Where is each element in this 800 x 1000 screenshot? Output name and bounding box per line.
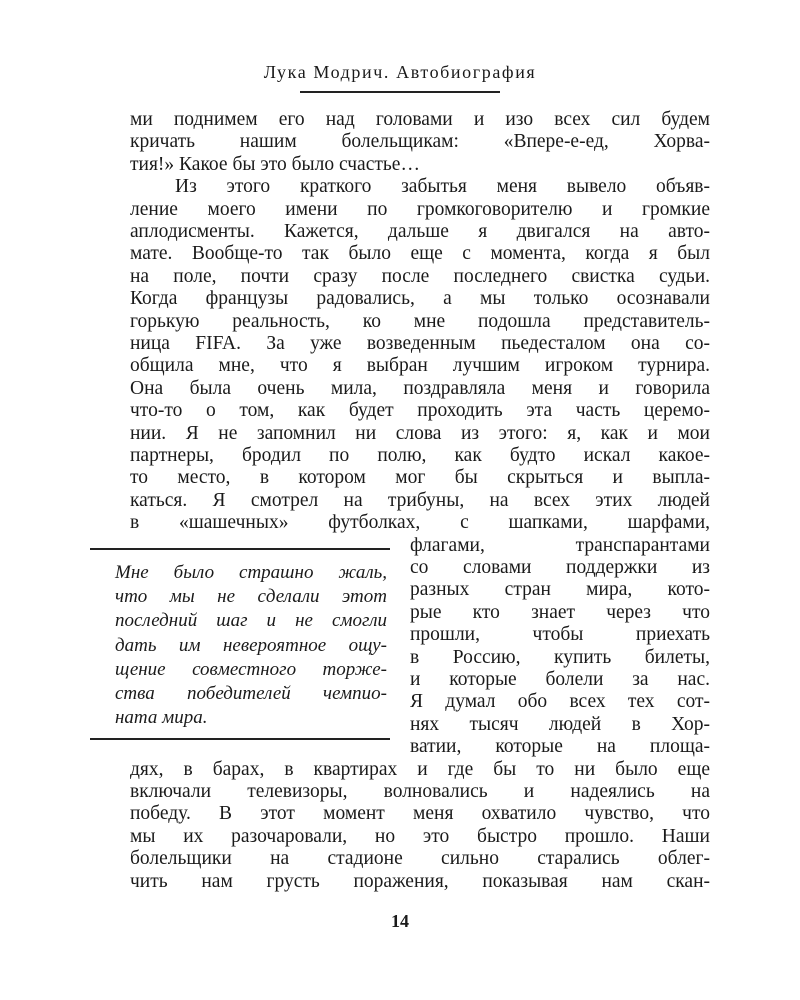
body-line: мате. Вообще-то так было еще с момента, когда я был <box>130 243 710 265</box>
header-rule <box>300 91 500 93</box>
body-line: чить нам грусть поражения, показывая нам скан- <box>130 870 710 892</box>
pull-quote-line: последний шаг и не смогли <box>115 610 387 632</box>
body-line: и которые болели за нас. <box>410 669 710 690</box>
body-line: со словами поддержки из <box>410 557 710 578</box>
body-line: ница FIFA. За уже возведенным пьедесталом она со- <box>130 333 710 354</box>
body-line: ватии, которые на площа- <box>410 736 710 758</box>
pull-quote-line: ната мира. <box>115 707 208 729</box>
page-number: 14 <box>391 911 409 931</box>
body-line: каться. Я смотрел на трибуны, на всех этих людей <box>130 489 710 511</box>
body-line: болельщики на стадионе сильно старались облег- <box>130 848 710 870</box>
body-line: Когда французы радовались, а мы только осознавали <box>130 288 710 310</box>
body-line: Из этого краткого забытья меня вывело объяв- <box>175 176 710 198</box>
body-line: победу. В этот момент меня охватило чувство, что <box>130 803 710 825</box>
pull-quote-line: Мне было страшно жаль, <box>115 562 387 583</box>
running-header: Лука Модрич. Автобиография <box>263 62 537 82</box>
body-line: на поле, почти сразу после последнего свистка судьи. <box>130 265 710 287</box>
body-line: разных стран мира, кото- <box>410 579 710 601</box>
body-line: то место, в котором мог бы скрыться и выпла- <box>130 467 710 489</box>
body-line: что-то о том, как будет проходить эта часть церемо- <box>130 400 710 422</box>
body-line: Я думал обо всех тех сот- <box>410 691 710 713</box>
body-line: ление моего имени по громкоговорителю и громкие <box>130 198 710 220</box>
pull-quote-line: ства победителей чемпио- <box>115 683 387 704</box>
body-line: в «шашечных» футболках, с шапками, шарфами, <box>130 512 710 534</box>
pull-quote-bottom-rule <box>90 738 390 740</box>
body-line: горькую реальность, ко мне подошла представитель- <box>130 310 710 332</box>
body-line: нях тысяч людей в Хор- <box>410 713 710 735</box>
body-line: нии. Я не запомнил ни слова из этого: я, как и мои <box>130 422 710 444</box>
pull-quote-line: дать им невероятное ощу- <box>115 634 387 656</box>
body-line: флагами, транспарантами <box>410 534 710 556</box>
body-line: в Россию, купить билеты, <box>410 646 710 668</box>
body-line: Она была очень мила, поздравляла меня и говорила <box>130 377 710 399</box>
body-line: кричать нашим болельщикам: «Впере-е-ед, Хорва- <box>130 131 710 153</box>
body-line: аплодисменты. Кажется, дальше я двигался на авто- <box>130 221 710 242</box>
body-line: тия!» Какое бы это было счастье… <box>130 153 420 175</box>
pull-quote-line: щение совместного торже- <box>115 658 387 680</box>
body-line: рые кто знает через что <box>410 601 710 623</box>
body-line: включали телевизоры, волновались и надеялись на <box>130 781 710 802</box>
body-line: партнеры, бродил по полю, как будто искал какое- <box>130 445 710 466</box>
pull-quote-line: что мы не сделали этот <box>115 586 387 608</box>
pull-quote-top-rule <box>90 548 390 550</box>
body-line: мы их разочаровали, но это быстро прошло. Наши <box>130 825 710 847</box>
body-line: дях, в барах, в квартирах и где бы то ни было еще <box>130 758 710 780</box>
body-line: ми поднимем его над головами и изо всех сил будем <box>130 109 710 130</box>
body-line: прошли, чтобы приехать <box>410 624 710 646</box>
body-line: общила мне, что я выбран лучшим игроком турнира. <box>130 355 710 377</box>
